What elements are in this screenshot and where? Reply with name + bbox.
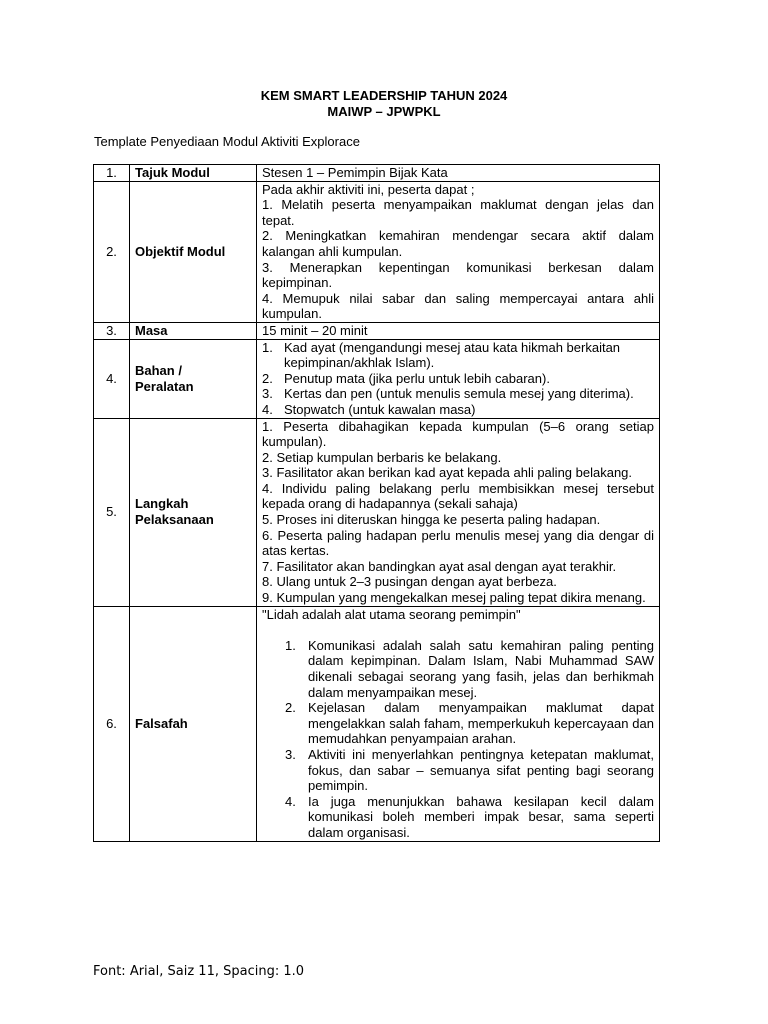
- list-item: 2. Setiap kumpulan berbaris ke belakang.: [262, 449, 502, 465]
- font-note: Font: Arial, Saiz 11, Spacing: 1.0: [93, 964, 305, 979]
- row-label: Tajuk Modul: [130, 165, 257, 182]
- row-value: Stesen 1 – Pemimpin Bijak Kata: [257, 165, 660, 182]
- table-row: [94, 181, 660, 322]
- list-item: 4. Memupuk nilai sabar dan saling mempercayai antara ahli kumpulan.: [262, 290, 654, 322]
- item-text: Kertas dan pen (untuk menulis semula mesej yang diterima).: [284, 386, 634, 402]
- list-item: [262, 700, 654, 747]
- list-item: 3. Menerapkan kepentingan komunikasi berkesan dalam kepimpinan.: [262, 259, 654, 291]
- list-item: 2. Meningkatkan kemahiran mendengar secara aktif dalam kalangan ahli kumpulan.: [262, 228, 654, 259]
- row-number: 4.: [94, 339, 130, 418]
- philosophy-quote: "Lidah adalah alat utama seorang pemimpin": [262, 606, 521, 622]
- list-item: 1. Melatih peserta menyampaikan maklumat dengan jelas dan tepat.: [262, 197, 654, 228]
- row-label: Objektif Modul: [130, 181, 257, 322]
- list-item: [262, 747, 654, 794]
- row-label: [130, 418, 257, 606]
- list-item: 3. Fasilitator akan berikan kad ayat kepada ahli paling belakang.: [262, 465, 633, 481]
- row-label: Masa: [130, 322, 257, 339]
- item-number: 4.: [262, 401, 273, 417]
- table-row: [94, 165, 660, 182]
- spacer: [262, 622, 654, 638]
- item-number: 1.: [262, 339, 273, 355]
- item-text: Aktiviti ini menyerlahkan pentingnya ketepatan maklumat, fokus, dan sabar – semuanya sifat penting bagi seorang pemimpin.: [308, 746, 654, 794]
- list-item: [262, 386, 654, 402]
- list-item: 4. Individu paling belakang perlu membisikkan mesej tersebut kepada orang di hadapannya (sekali sahaja): [262, 480, 654, 512]
- list-item: 7. Fasilitator akan bandingkan ayat asal dengan ayat terakhir.: [262, 558, 617, 574]
- row-number: 3.: [94, 322, 130, 339]
- table-row: [94, 418, 660, 606]
- item-text: Kejelasan dalam menyampaikan maklumat dapat mengelakkan salah faham, memperkukuh kepercayaan dan memudahkan penyampaian arahan.: [308, 700, 654, 747]
- list-item: 9. Kumpulan yang mengekalkan mesej paling tepat dikira menang.: [262, 590, 646, 606]
- list-item: [262, 340, 654, 371]
- item-text: Penutup mata (jika perlu untuk lebih cabaran).: [284, 370, 550, 386]
- item-number: 1.: [285, 637, 296, 653]
- row-label: [130, 339, 257, 418]
- materials-list: [262, 340, 654, 418]
- item-number: 3.: [262, 386, 273, 402]
- steps-cell: [257, 418, 660, 606]
- row-value: 15 minit – 20 minit: [257, 322, 660, 339]
- row-number: 6.: [94, 606, 130, 841]
- list-item: [262, 371, 654, 387]
- item-number: 2.: [262, 370, 273, 386]
- philosophy-list: [262, 638, 654, 841]
- row-label-line: Pelaksanaan: [135, 512, 214, 528]
- item-number: 2.: [285, 700, 296, 716]
- row-number: 2.: [94, 181, 130, 322]
- item-text: Kad ayat (mengandungi mesej atau kata hikmah berkaitan kepimpinan/akhlak Islam).: [284, 339, 621, 371]
- objectives-lead: Pada akhir aktiviti ini, peserta dapat ;: [262, 181, 475, 197]
- module-table: [93, 164, 660, 842]
- table-row: [94, 606, 660, 841]
- list-item: 5. Proses ini diteruskan hingga ke peserta paling hadapan.: [262, 512, 601, 528]
- list-item: 6. Peserta paling hadapan perlu menulis mesej yang dia dengar di atas kertas.: [262, 527, 654, 559]
- list-item: [262, 638, 654, 700]
- document-subtitle: MAIWP – JPWPKL: [327, 104, 441, 119]
- row-label-line: Bahan /: [135, 362, 182, 378]
- item-text: Komunikasi adalah salah satu kemahiran paling penting dalam kepimpinan. Dalam Islam, Nabi Muhammad SAW dikenali sebagai seorang yang fasih, jelas dan berhikmah dalam menyampaikan mesej.: [308, 637, 654, 700]
- materials-cell: [257, 339, 660, 418]
- row-number: 1.: [94, 165, 130, 182]
- row-label-line: Peralatan: [135, 378, 194, 394]
- list-item: 1. Peserta dibahagikan kepada kumpulan (5–6 orang setiap kumpulan).: [262, 418, 654, 450]
- item-number: 4.: [285, 793, 296, 809]
- row-number: 5.: [94, 418, 130, 606]
- document-title: KEM SMART LEADERSHIP TAHUN 2024: [260, 88, 508, 103]
- list-item: [262, 402, 654, 418]
- row-label-line: Langkah: [135, 496, 189, 512]
- item-text: Ia juga menunjukkan bahawa kesilapan kecil dalam komunikasi boleh memberi impak besar, sama seperti dalam organisasi.: [308, 793, 654, 840]
- item-number: 3.: [285, 746, 296, 762]
- template-intro: Template Penyediaan Modul Aktiviti Explorace: [94, 134, 360, 149]
- table-row: [94, 322, 660, 339]
- row-label: Falsafah: [130, 606, 257, 841]
- list-item: 8. Ulang untuk 2–3 pusingan dengan ayat berbeza.: [262, 574, 557, 590]
- objectives-cell: [257, 181, 660, 322]
- table-row: [94, 339, 660, 418]
- philosophy-cell: [257, 606, 660, 841]
- list-item: [262, 794, 654, 841]
- item-text: Stopwatch (untuk kawalan masa): [284, 401, 476, 417]
